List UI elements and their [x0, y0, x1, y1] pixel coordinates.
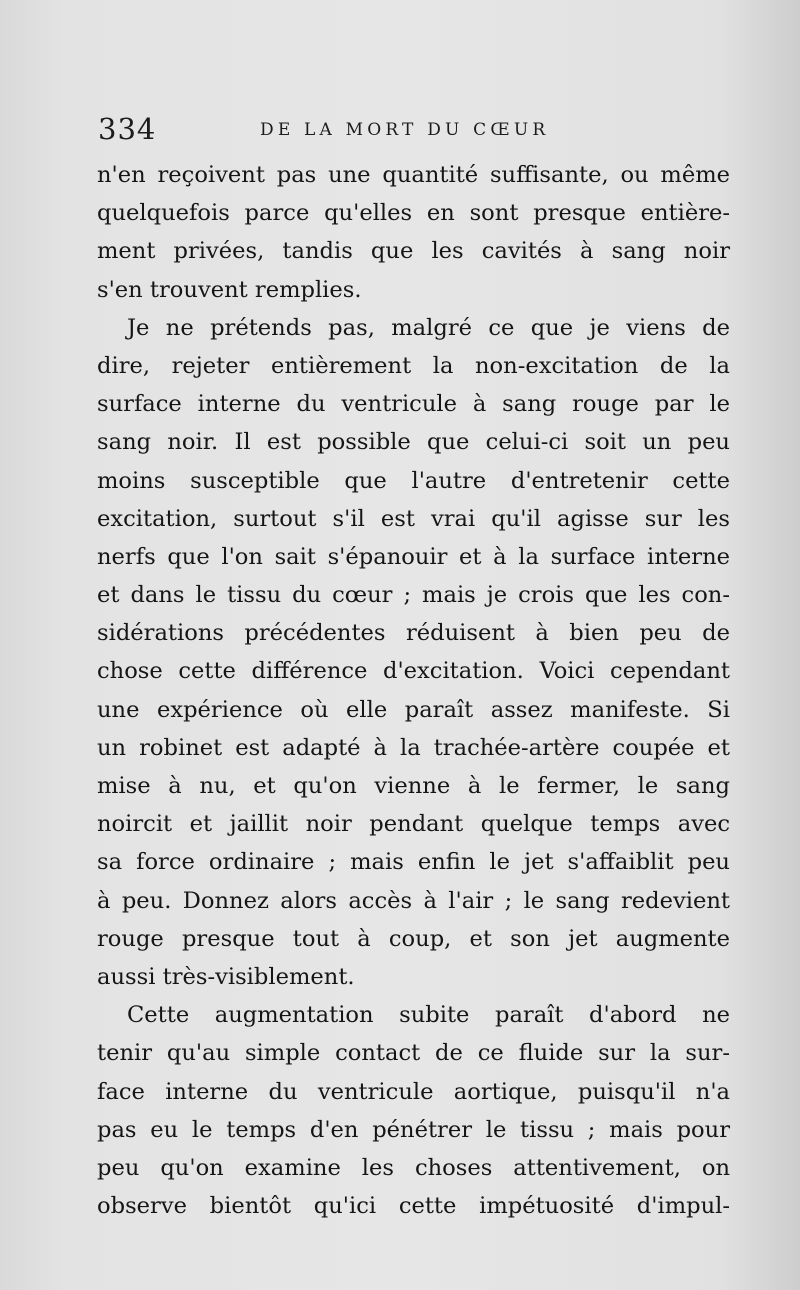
text-line: tenir qu'au simple contact de ce fluide sur la sur-: [97, 1040, 730, 1067]
body-text: [97, 156, 730, 1225]
text-line: sidérations précédentes réduisent à bien peu de: [97, 620, 730, 647]
text-line: une expérience où elle paraît assez manifeste. Si: [97, 696, 730, 723]
text-line: moins susceptible que l'autre d'entretenir cette: [97, 467, 730, 494]
text-line: ment privées, tandis que les cavités à sang noir: [97, 238, 730, 265]
running-title: DE LA MORT DU CŒUR: [260, 120, 550, 140]
text-line: à peu. Donnez alors accès à l'air ; le sang redevient: [97, 887, 730, 914]
text-line: nerfs que l'on sait s'épanouir et à la surface interne: [97, 543, 730, 570]
text-line: peu qu'on examine les choses attentivement, on: [97, 1154, 730, 1181]
text-line: surface interne du ventricule à sang rouge par le: [97, 391, 730, 418]
text-line: sang noir. Il est possible que celui-ci soit un peu: [97, 429, 730, 456]
text-line: excitation, surtout s'il est vrai qu'il agisse sur les: [97, 505, 730, 532]
text-line: chose cette différence d'excitation. Voici cependant: [97, 658, 730, 685]
paragraph-start-line: Je ne prétends pas, malgré ce que je viens de: [127, 314, 730, 341]
paragraph-start-line: Cette augmentation subite paraît d'abord ne: [127, 1002, 730, 1029]
text-line: aussi très-visiblement.: [97, 963, 355, 990]
text-line: pas eu le temps d'en pénétrer le tissu ; mais pour: [97, 1116, 730, 1143]
text-line: face interne du ventricule aortique, puisqu'il n'a: [97, 1078, 730, 1105]
text-line: un robinet est adapté à la trachée-artère coupée et: [97, 734, 730, 761]
text-line: rouge presque tout à coup, et son jet augmente: [97, 925, 730, 952]
text-line: et dans le tissu du cœur ; mais je crois que les con-: [97, 582, 730, 609]
text-line: noircit et jaillit noir pendant quelque temps avec: [97, 811, 730, 838]
text-line: n'en reçoivent pas une quantité suffisante, ou même: [97, 162, 730, 188]
page-header: [98, 112, 730, 152]
text-line: quelquefois parce qu'elles en sont presque entière-: [97, 200, 730, 227]
page-number: 334: [98, 112, 157, 146]
text-line: observe bientôt qu'ici cette impétuosité d'impul-: [97, 1193, 730, 1220]
text-line: dire, rejeter entièrement la non-excitation de la: [97, 352, 730, 379]
text-line: sa force ordinaire ; mais enfin le jet s'affaiblit peu: [97, 849, 730, 876]
text-line: mise à nu, et qu'on vienne à le fermer, le sang: [97, 773, 730, 799]
text-line: s'en trouvent remplies.: [97, 276, 362, 303]
